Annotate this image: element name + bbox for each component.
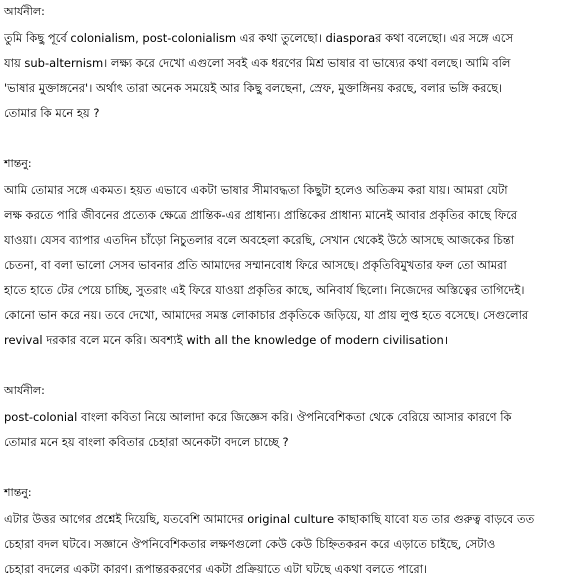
speaker-label: শান্তনু:	[4, 157, 32, 170]
paragraph-line: তোমার কি মনে হয় ?	[4, 106, 100, 120]
paragraph-line: 'ভাষার মুক্তাঙ্গনের'। অর্থাৎ তারা অনেক সময়েই আর কিছু বলছেনা, স্রেফ, মুক্তাঙ্গিনয় করছে, বলার ভঙ্গি করছে।	[4, 81, 503, 95]
paragraph-line: revival দরকার বলে মনে করি। অবশ্যই with all the knowledge of modern civilisation।	[4, 333, 449, 347]
paragraph-line: লক্ষ করতে পারি জীবনের প্রত্যেক ক্ষেত্রে প্রান্তিক-এর প্রাধান্য। প্রান্তিকের প্রাধান্য মানেই আবার প্রকৃতির কাছে ফিরে	[4, 208, 518, 222]
paragraph-line: চেতনা, বা বলা ভালো সেসব ভাবনার প্রতি আমাদের সম্মানবোধ ফিরে আসছে। প্রকৃতিবিমুখতার ফল তো আমরা	[4, 258, 507, 272]
dialogue-paragraph	[4, 405, 576, 455]
paragraph-line: চেহারা বদলের একটা কারণ। রূপান্তরকরণের একটা প্রক্রিয়াতে এটা ঘটছে একথা বলতে পারো।	[4, 562, 428, 576]
paragraph-line: তুমি কিছু পূর্বে colonialism, post-colonialism এর কথা তুলেছো। diasporaর কথা বলেছো। এর সঙ্গে এসে	[4, 31, 514, 45]
paragraph-line: আমি তোমার সঙ্গে একমত। হয়ত এভাবে একটা ভাষার সীমাবদ্ধতা কিছুটা হলেও অতিক্রম করা যায়। আমরা যেটা	[4, 183, 508, 197]
dialogue-paragraph	[4, 178, 576, 353]
paragraph-line: তোমার মনে হয় বাংলা কবিতার চেহারা অনেকটা বদলে চাচ্ছে ?	[4, 435, 289, 449]
interview-document	[4, 0, 576, 582]
dialogue-paragraph	[4, 507, 576, 582]
paragraph-line: post-colonial বাংলা কবিতা নিয়ে আলাদা করে জিজ্ঞেস করি। ঔপনিবেশিকতা থেকে বেরিয়ে আসার কারণে কি	[4, 410, 512, 424]
paragraph-line: হাতে হাতে টের পেয়ে চাচ্ছি, সুতরাং এই ফিরে যাওয়া প্রকৃতির কাছে, অনিবার্য ছিলো। নিজেদের অস্তিত্বের তাগিদেই।	[4, 283, 525, 297]
paragraph-line: কোনো ভান করে নয়। তবে দেখো, আমাদের সমস্ত লোকাচার প্রকৃতিকে জড়িয়ে, যা প্রায় লুপ্ত হতে বসেছে। সেগুলোর	[4, 308, 529, 322]
paragraph-line: যায় sub-alternism। লক্ষ্য করে দেখো এগুলো সবই এক ধরণের মিশ্র ভাষার বা ভাষ্যের কথা বলছে। আমি বলি	[4, 56, 511, 70]
paragraph-line: এটার উত্তর আগের প্রশ্নেই দিয়েছি, যতবেশি আমাদের original culture কাছাকাছি যাবো যত তার গুরুত্ব বাড়বে তত	[4, 512, 535, 526]
paragraph-line: যাওয়া। যেসব ব্যাপার এতদিন চাঁড়ো নিচুতলার বলে অবহেলা করেছি, সেখান থেকেই উঠে আসছে আজকের চিন্তা	[4, 233, 515, 247]
paragraph-line: চেহারা বদল ঘটবে। সজ্ঞানে ঔপনিবেশিকতার লক্ষণগুলো কেউ কেউ চিহ্নিতকরন করে এড়াতে চাইছে, সেটাও	[4, 537, 496, 551]
speaker-label: আর্যনীল:	[4, 5, 45, 18]
speaker-label: শান্তনু:	[4, 486, 32, 499]
dialogue-paragraph	[4, 26, 576, 126]
speaker-label: আর্যনীল:	[4, 384, 45, 397]
